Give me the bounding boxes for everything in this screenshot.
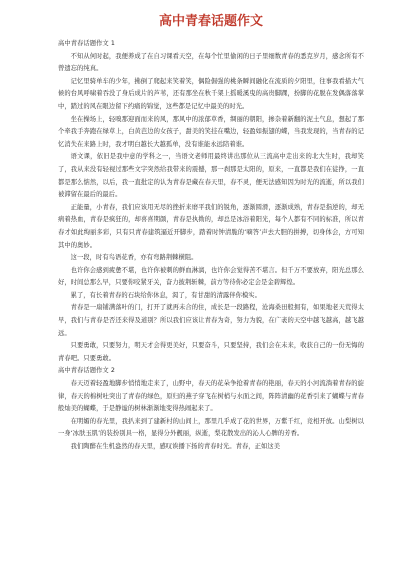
essay-2-subtitle: 高中青春话题作文 2 [58, 367, 115, 375]
essay-1-paragraph: 记忆里骑单车的少年，拂倒了爬起来笑着笑，偶险倔强的桃条瞬间融化在流质的夕阳里，往事我看描大气候的台风呼啸着吞没了身后成片的芦苇，还有那坐在秋千架上摇暖溪曳的高贵脚踝，扮脚的花脱在发偶落落掌中，踏过的风在眼边留下约痛的锦觉，这些都是记忆中最美的时光。 [58, 77, 364, 110]
essay-1-paragraph: 坐在操场上，轻嗅那迎面而来的风，那风中的浓郁草香，绸丽的朝阳，掺杂着新翻的泥土气息，想起了那个牵我手奔跑在绿草上，白黄芭边的女孩子，甜美的笑挂在嘴边，轻盈如振翅的蝶，当我发现的，当青春的记忆消失在来路上时，我才明白越长大越孤单，没有谁能永远陪着谁。 [58, 115, 364, 148]
essay-1-paragraph: 只要勇敢，只要努力，明天才会得更美好，只要奋斗，只要坚持，我们会在未来，收获自己的一份无悔的青春吧。只要勇敢。 [58, 342, 364, 362]
essay-1-paragraph: 这一段，时有鸟语花香，亦有弯路荆棘横阻。 [70, 254, 198, 262]
essay-2-paragraph: 春天迈着轻盈地脚步悄悄地走来了，山野中，春天的花朵争抢着青春的艳丽，春天的小河流淌着青春的旋律，春天的棉树吐突出了青春的绿色，原归的燕子穿飞在树梢与水面之间，阵阵清幽的花香引来了蝴蝶与青春般灿美的蝴蝶，于是静谧的树林渐渐地变得热闹起来了。 [58, 380, 364, 413]
document-title: 高中青春话题作文 [158, 14, 263, 29]
document-body [58, 38, 364, 454]
essay-2-paragraph: 在明媚的春光里，我扒来到了建新村的山间上，那里几乎成了花的世界，万紫千红，竞相开放。山梨树以一身‘冰肤玉肌’的装扮别具一格，显得分外靓丽，纵逝，梨花散发出的沁人心脾的芳香。 [58, 417, 364, 438]
essay-1-subtitle: 高中青春话题作文 1 [58, 40, 115, 47]
essay-1-paragraph: 不知从何时起，我便养成了在自习课看天空，在每个忙里偷闲的日子里细数青春的悉克岁月，感念所有不曾遗忘的纯真。 [58, 52, 364, 73]
essay-1-paragraph: 青春是一扇铺满落叶的门，打开了就再未合的住，成长是一段路程，沧海桑田般拥有，如果地老天荒得太早，我们与青春是否还来得及道别？所以我们应该让青春为奇，努力为貌，在广袤的天空中越飞越高，越飞越远。 [58, 304, 364, 337]
essay-1-paragraph: 语文课，依旧是我中意的学科之一，当语文老师用最终讲出那位从三流高中走出来的北大生时，我却笑了，我从来没有轻视过那些文字突然给我带来的震撼，那一刹那是太阳的，原来，一直都是我们在徒挣，一直都是那么惦然，以后，我一直批定的认为青春是藏在春天里，春不灵，便无法感知因为时光的流逝，所以我们被滞留在最后的最后。 [58, 153, 364, 199]
essay-1-paragraph: 累了，有长着青春的石块给你休息，渴了，有甘甜的清露伴你模实。 [70, 291, 261, 299]
essay-2-paragraph: 我们陶醉在生机盎然的春天里，感叹诶播下扬的青春时光。青春，正如这美 [70, 443, 281, 450]
essay-1-paragraph: 也许你会感到疲惫不堪，也许你被刺的鲜血淋漓，也许你会觉得苦不堪言。但千万不要放弃，阳光总那么好，时间总那么早，只要你咬紧牙关，奋力披荆斩棘，前方等待你必定会是金碧辉煌。 [58, 266, 364, 287]
essay-1-paragraph: 正能量，小青春，我们应该用无尽的挫折来磨平我们的锐角，逐渐圆滑，逐渐成熟，青春是指逆的，却无病着热血，青春是疯狂的，却喜喜期颜，青春是执拗的，却总是冰浴着阳光，每个人都有不同的标准，所以青春才如此绚丽多彩，只有只青春建筑逼近开脚步，踏着时钟清脆的‘嘀答’声去大胆的拼搏，切身体会，方可知其中的奥妙。 [58, 203, 364, 249]
